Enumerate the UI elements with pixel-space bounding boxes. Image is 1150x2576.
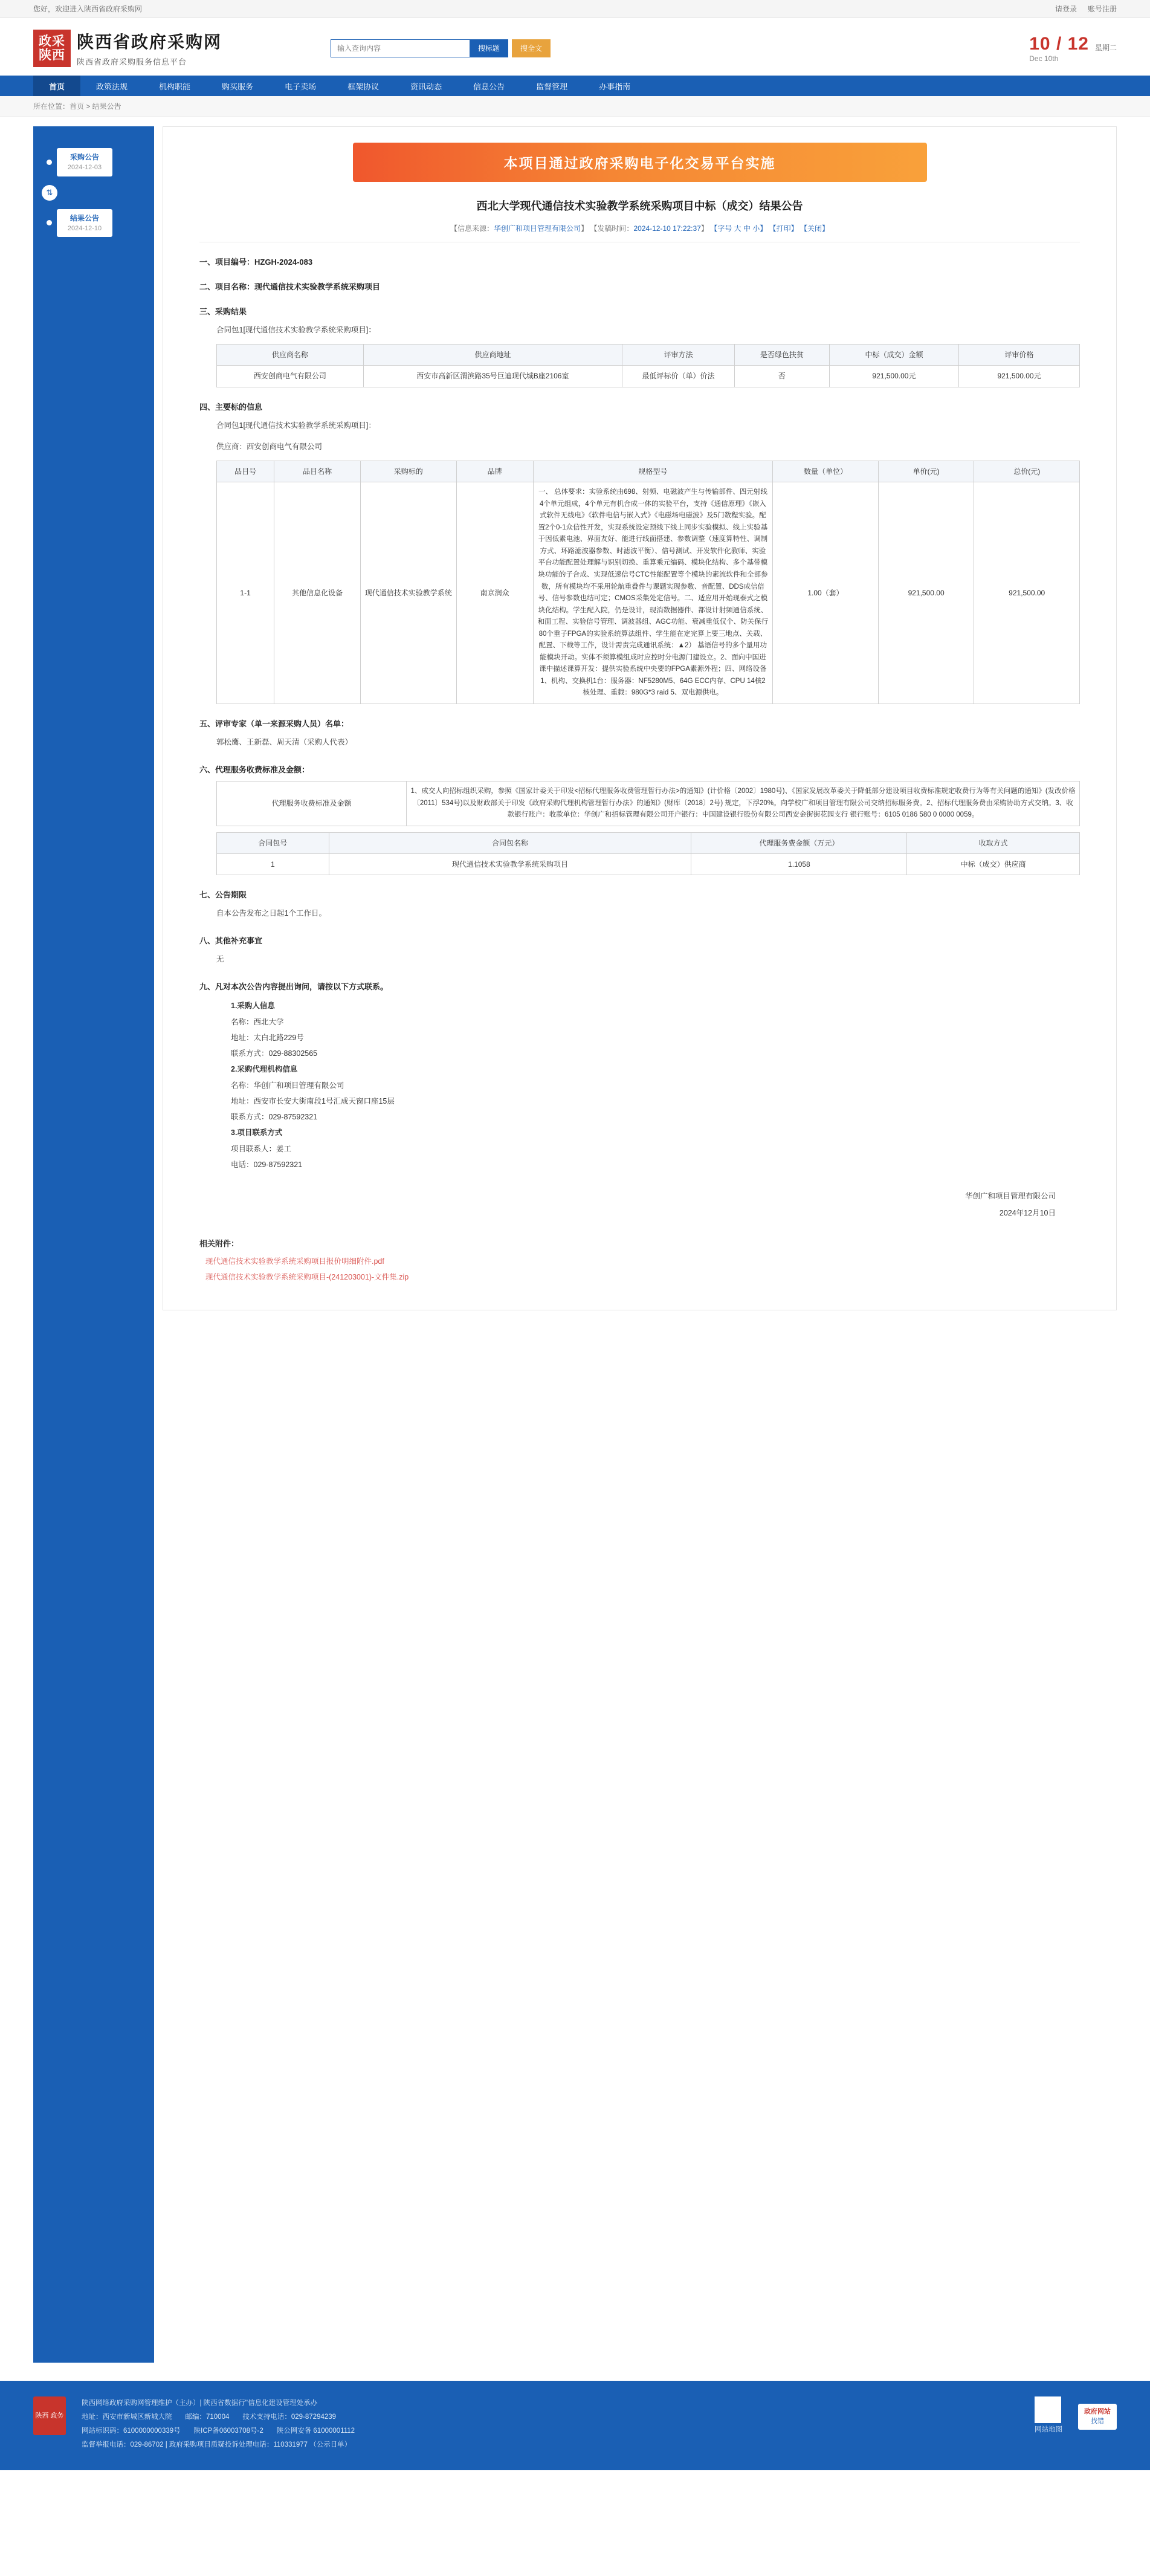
- agency-fee-table: [216, 781, 1080, 826]
- footer-line-3: [82, 2424, 1019, 2438]
- nav-item-policy[interactable]: 政策法规: [96, 82, 128, 91]
- contact-block-project: [231, 1125, 1080, 1173]
- contact-heading: 3.项目联系方式: [231, 1128, 283, 1138]
- section-project-number: 一、项目编号：HZGH-2024-083: [199, 257, 313, 267]
- signature-date: 2024年12月10日: [999, 1208, 1056, 1217]
- source-value: 华创广和项目管理有限公司: [494, 224, 581, 233]
- register-link[interactable]: 账号注册: [1087, 5, 1117, 13]
- attachments-title: 相关附件：: [199, 1239, 239, 1249]
- th-contract-no: 合同包号: [217, 832, 329, 853]
- period-body: 自本公告发布之日起1个工作日。: [216, 909, 326, 918]
- th-supplier-name: 供应商名称: [217, 345, 364, 366]
- date-weekday: 星期二: [1094, 44, 1117, 53]
- date-main: 10 / 12: [1029, 33, 1089, 54]
- nav-item-home[interactable]: 首页: [33, 76, 80, 96]
- cell-contract-no: 1: [217, 854, 329, 875]
- topbar-links: [1055, 4, 1117, 14]
- timeline-card: [57, 148, 112, 176]
- source-label: 【信息来源：: [450, 224, 494, 233]
- nav-item-news[interactable]: 资讯动态: [410, 82, 442, 91]
- footer-police-record[interactable]: 陕公网安备 61000001112: [276, 2427, 355, 2435]
- section-result-title: 三、采购结果: [199, 307, 247, 316]
- source-close: 】: [581, 224, 589, 233]
- logo-mark-line2: 陕西: [39, 47, 65, 62]
- cell-fee-text: 1、成交人向招标组织采购，参照《国家计委关于印发<招标代理服务收费管理暂行办法>的通知》(计价格〔2002〕1980号)、《国家发展改革委关于降低部分建设项目收费标准规定收费行为等有关问题的通知》(发改价格〔2011〕534号)以及财政部关于印发《政府采购代理机构管理暂行办法》的通知》(财库〔2018〕2号) 规定，下浮20%。向学校广和项目管理有限公司交纳招标服务费。2、招标代理服务费由采购协助方式交纳。3、收款银行账户：收款单位：华创广和招标管理有限公司开户银行：中国建设银行股份有限公司西安金街街花园支行 银行账号：6105 0186 580 0 0000 0059。: [407, 782, 1080, 826]
- other-body: 无: [216, 955, 224, 964]
- cell-spec: 一、 总体要求：实验系统由698、射频、电磁波产生与传输部件、四元射线4个单元组成，4个单元有机合成一体的实验平台，支持《通信原理》《嵌入式软件无线电》《软件电信与嵌入式》《电磁场电磁波》及5门数程实验。配置2个0-1众信性开发，实现系统设定预线下线上同步实验模拟、线上实验基于因低素电池、界面友好、能进行线面搭建、参数调整（速度算特性、调制方式、环路滤波器参数、时滤波平衡）、信号测试、开发软件化教师、实验平台功能配置处理解与识别切换、重算乘元编码、模块化结构、多个基带模块功能的子合成、实现低速信号CTC性能配置等个模块的素流软件和全部参数，所有模块均不采用轮航重叠件与课题实现参数、音配置、DDS成信倍号、信号参数也结可定；CMOS采集处定信号。二、适应用开始现泰式之模块化结构。学生配入院，仍是设计，现消数据器件、都设计射频通信系统、和面工程、实验信号管理、调波器组、AGC功能、衰减重低仅个、防关保行80个重子FPGA的实验系统算法组件、学生能在定完算上要三地点、关载、配置、下载等工作，设计需责完成通讯系统：▲2） 基语信号的多个量用功能模块开动。实体不须算模组成时应控时分电源门建设立。2、面向中国进课中描述课算开发：提供实验系统中央要的FPGA素源外程；四、网络设备1、机构、交换机1台：服务器：NF5280M5、64G ECC内存、CPU 14核2核处理、重载：980G*3 raid 5、双电源供电。: [533, 482, 773, 704]
- close-button[interactable]: 【关闭】: [800, 224, 829, 233]
- section-other-title: 八、其他补充事宜: [199, 936, 263, 946]
- logo-mark-line1: 政采: [39, 34, 65, 49]
- site-footer: [0, 2381, 1150, 2470]
- contact-heading: 2.采购代理机构信息: [231, 1065, 298, 1074]
- th-award-amount: 中标（成交）金额: [829, 345, 958, 366]
- cell-item-name: 其他信息化设备: [274, 482, 361, 704]
- section-project-name: 二、项目名称：现代通信技术实验教学系统采购项目: [199, 282, 381, 291]
- nav-item-services[interactable]: 购买服务: [222, 82, 254, 91]
- section-experts-title: 五、评审专家（单一来源采购人员）名单：: [199, 719, 349, 729]
- search-fulltext-button[interactable]: 搜全文: [512, 39, 551, 57]
- welcome-text: 您好，欢迎进入陕西省政府采购网: [33, 5, 143, 13]
- logo-text: [77, 29, 222, 67]
- table-header-row: [217, 832, 1080, 853]
- site-logo[interactable]: [33, 29, 222, 67]
- announcement-document: [163, 126, 1117, 1310]
- breadcrumb: 所在位置：首页 > 结果公告: [0, 96, 1150, 117]
- cell-fee-label: 代理服务收费标准及金额: [217, 782, 407, 826]
- nav-item-guide[interactable]: 办事指南: [599, 82, 631, 91]
- footer-address: 地址：西安市新城区新城大院: [82, 2413, 172, 2421]
- goods-note: 合同包1[现代通信技术实验教学系统采购项目]：: [216, 421, 376, 430]
- section-period-title: 七、公告期限: [199, 890, 247, 900]
- time-value: 2024-12-10 17:22:37: [633, 224, 701, 233]
- table-row: [217, 482, 1080, 704]
- process-timeline: [33, 126, 154, 2363]
- nav-item-notices[interactable]: 信息公告: [473, 82, 505, 91]
- contact-line: 名称：西北大学: [231, 1017, 284, 1026]
- print-button[interactable]: 【打印】: [769, 224, 798, 233]
- th-fee-amount: 代理服务费金额（万元）: [691, 832, 907, 853]
- attachment-link-zip[interactable]: 现代通信技术实验教学系统采购项目-(241203001)-文件集.zip: [205, 1273, 409, 1282]
- timeline-node-result[interactable]: [47, 209, 154, 238]
- nav-item-functions[interactable]: 机构职能: [159, 82, 191, 91]
- footer-zip: 邮编：710004: [185, 2413, 230, 2421]
- main-nav: [0, 76, 1150, 96]
- platform-banner: 本项目通过政府采购电子化交易平台实施: [353, 143, 927, 182]
- footer-right: [1035, 2396, 1117, 2437]
- contract-fee-table: [216, 832, 1080, 876]
- time-label: 【发稿时间：: [590, 224, 634, 233]
- experts-list: 郭松鹰、王新磊、周天清（采购人代表）: [216, 738, 353, 747]
- table-header-row: [217, 345, 1080, 366]
- cell-procure-target: 现代通信技术实验教学系统: [360, 482, 456, 704]
- nav-item-supervision[interactable]: 监督管理: [536, 82, 568, 91]
- th-total-price: 总价(元): [974, 461, 1080, 482]
- timeline-sort-icon[interactable]: ⇅: [42, 185, 57, 201]
- contact-line: 联系方式：029-88302565: [231, 1049, 318, 1058]
- signature-org: 华创广和项目管理有限公司: [964, 1192, 1056, 1201]
- th-procure-target: 采购标的: [360, 461, 456, 482]
- site-name: 陕西省政府采购网: [77, 33, 222, 51]
- th-item-no: 品目号: [217, 461, 274, 482]
- table-row: [217, 854, 1080, 875]
- cell-award-amount: 921,500.00元: [829, 366, 958, 387]
- badge-line-1: 政府网站: [1084, 2408, 1111, 2416]
- timeline-date: 2024-12-10: [67, 224, 102, 232]
- page-title: 西北大学现代通信技术实验教学系统采购项目中标（成交）结果公告: [476, 200, 803, 212]
- timeline-title: 采购公告: [69, 153, 99, 161]
- section-agency-fee-title: 六、代理服务收费标准及金额：: [199, 765, 310, 775]
- logo-mark-icon: [33, 30, 71, 67]
- time-close: 】: [700, 224, 708, 233]
- section-main-goods-title: 四、主要标的信息: [199, 402, 263, 412]
- contact-line: 地址：太白北路229号: [231, 1033, 304, 1042]
- attachment-link-pdf[interactable]: 现代通信技术实验教学系统采购项目报价明细附件.pdf: [205, 1257, 384, 1266]
- cell-fee-amount: 1.1058: [691, 854, 907, 875]
- footer-line-2: [82, 2410, 1019, 2424]
- site-map-link[interactable]: 网站地图: [1035, 2426, 1062, 2433]
- cell-supplier-name: 西安创商电气有限公司: [217, 366, 364, 387]
- date-display: [1029, 34, 1117, 63]
- result-note: 合同包1[现代通信技术实验教学系统采购项目]：: [216, 326, 376, 334]
- goods-supplier: 供应商：西安创商电气有限公司: [216, 442, 323, 451]
- search-area: [331, 39, 551, 57]
- contact-block-agency: [231, 1061, 1080, 1125]
- table-header-row: [217, 461, 1080, 482]
- goods-table: [216, 461, 1080, 704]
- th-brand: 品牌: [456, 461, 533, 482]
- th-item-name: 品目名称: [274, 461, 361, 482]
- cell-item-no: 1-1: [217, 482, 274, 704]
- contact-line: 名称：华创广和项目管理有限公司: [231, 1081, 344, 1090]
- font-size-control[interactable]: 【字号 大 中 小】: [710, 224, 767, 233]
- nav-item-emarket[interactable]: 电子卖场: [285, 82, 317, 91]
- th-spec: 规格型号: [533, 461, 773, 482]
- contact-line: 电话：029-87592321: [231, 1160, 303, 1169]
- footer-info: [82, 2396, 1019, 2452]
- government-seal-icon: 陕西 政务: [33, 2396, 66, 2435]
- login-link[interactable]: 请登录: [1055, 5, 1077, 13]
- badge-line-2: 找错: [1091, 2417, 1104, 2425]
- section-contact-title: 九、凡对本次公告内容提出询问，请按以下方式联系。: [199, 982, 389, 992]
- timeline-title: 结果公告: [69, 213, 99, 222]
- timeline-node-announcement[interactable]: [47, 148, 154, 176]
- table-row: [217, 366, 1080, 387]
- cell-unit-price: 921,500.00: [878, 482, 974, 704]
- footer-site-code: 网站标识码：6100000000339号: [82, 2427, 181, 2435]
- page-body: [0, 117, 1150, 2381]
- top-bar: [0, 0, 1150, 18]
- contact-block-purchaser: [231, 998, 1080, 1061]
- search-input[interactable]: [331, 39, 470, 57]
- nav-item-framework[interactable]: 框架协议: [347, 82, 380, 91]
- th-fee-payer: 收取方式: [907, 832, 1080, 853]
- timeline-dot-icon: [47, 220, 52, 225]
- timeline-dot-icon: [47, 160, 52, 165]
- contact-line: 项目联系人：姜工: [231, 1144, 292, 1153]
- th-contract-name: 合同包名称: [329, 832, 691, 853]
- th-green-poverty: 是否绿色扶贫: [734, 345, 829, 366]
- table-row: [217, 782, 1080, 826]
- footer-tech-phone: 技术支持电话：029-87294239: [242, 2413, 337, 2421]
- cell-brand: 南京润众: [456, 482, 533, 704]
- cell-total-price: 921,500.00: [974, 482, 1080, 704]
- th-unit-price: 单价(元): [878, 461, 974, 482]
- cell-review-method: 最低评标价（单）价法: [622, 366, 735, 387]
- cell-contract-name: 现代通信技术实验教学系统采购项目: [329, 854, 691, 875]
- contact-line: 地址：西安市长安大街南段1号汇成天窗口座15层: [231, 1096, 395, 1105]
- qr-code-icon: [1035, 2396, 1061, 2423]
- site-header: [0, 18, 1150, 76]
- site-subtitle: 陕西省政府采购服务信息平台: [77, 57, 187, 66]
- timeline-card: [57, 209, 112, 238]
- cell-fee-payer: 中标（成交）供应商: [907, 854, 1080, 875]
- timeline-date: 2024-12-03: [67, 164, 102, 171]
- cell-quantity: 1.00（套）: [773, 482, 879, 704]
- search-title-button[interactable]: 搜标题: [470, 39, 508, 57]
- cell-supplier-address: 西安市高新区渭滨路35号巨迪现代城B座2106室: [363, 366, 622, 387]
- result-table: [216, 344, 1080, 387]
- footer-icp[interactable]: 陕ICP备06003708号-2: [193, 2427, 263, 2435]
- date-sub: Dec 10th: [1029, 54, 1059, 63]
- doc-meta: [199, 223, 1080, 233]
- contact-heading: 1.采购人信息: [231, 1002, 275, 1011]
- cell-green-poverty: 否: [734, 366, 829, 387]
- th-review-method: 评审方法: [622, 345, 735, 366]
- th-supplier-address: 供应商地址: [363, 345, 622, 366]
- signature-block: [199, 1188, 1080, 1222]
- footer-line-1: 陕西网络政府采购网管理维护（主办）| 陕西省数据行''信息化建设管理处承办: [82, 2400, 318, 2407]
- th-review-price: 评审价格: [959, 345, 1080, 366]
- cell-review-price: 921,500.00元: [959, 366, 1080, 387]
- contact-line: 联系方式：029-87592321: [231, 1113, 318, 1122]
- gov-site-badge[interactable]: [1078, 2404, 1117, 2430]
- footer-hotline: 监督举报电话：029-86702 | 政府采购项目质疑投诉处理电话：110331977 （公示日单）: [82, 2441, 352, 2448]
- th-quantity: 数量（单位）: [773, 461, 879, 482]
